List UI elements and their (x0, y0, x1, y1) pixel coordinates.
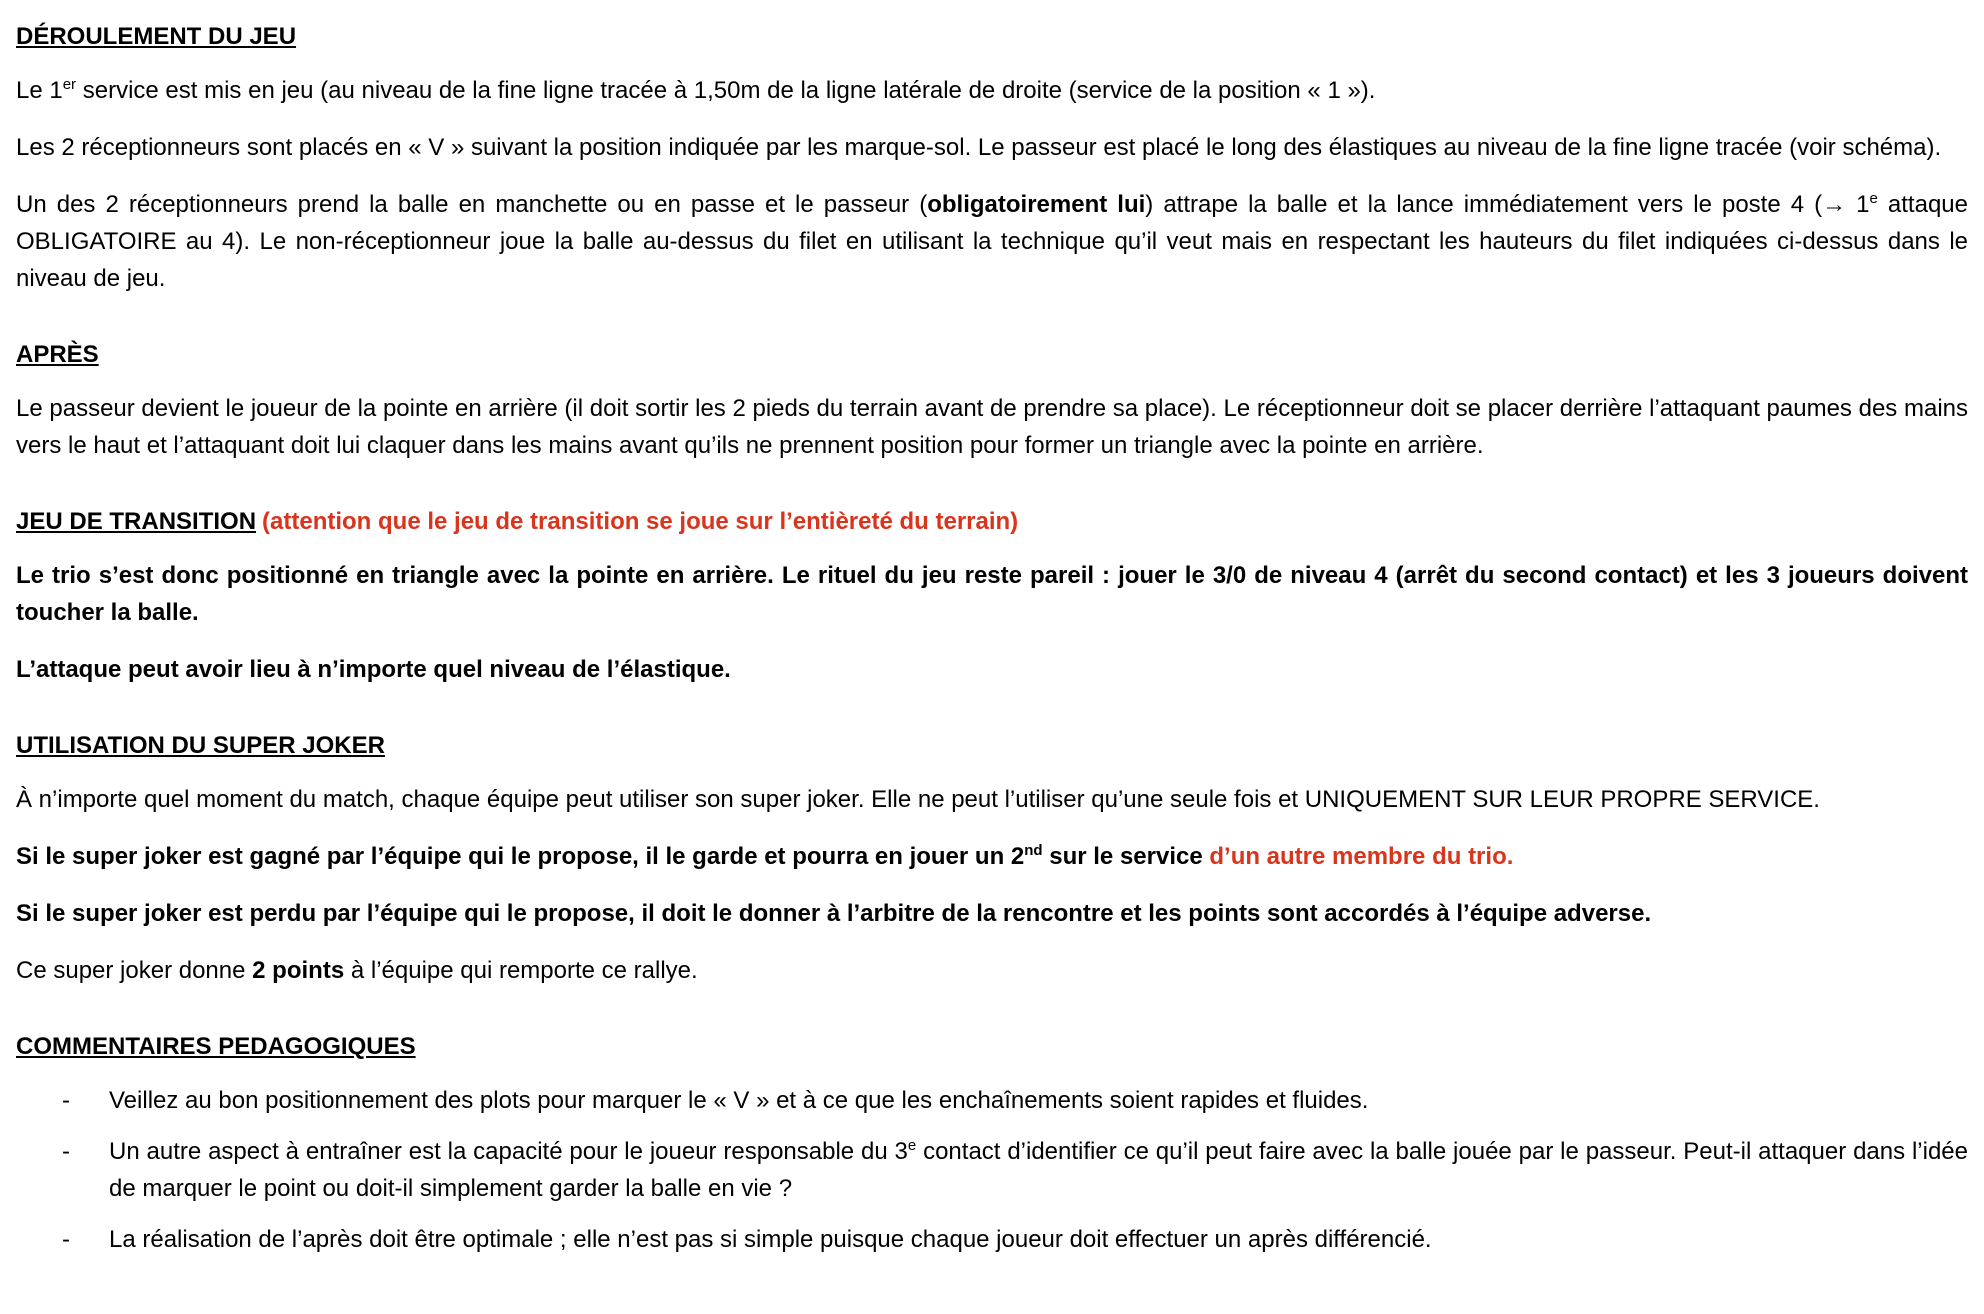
text-segment: Veillez au bon positionnement des plots pour marquer le « V » et à ce que les enchaînements soient rapides et fluides. (109, 1087, 1369, 1114)
heading-transition (16, 503, 1968, 540)
deroulement-paragraph-3 (16, 186, 1968, 297)
text-segment: Un autre aspect à entraîner est la capacité pour le joueur responsable du 3 (109, 1138, 908, 1165)
text-segment: sur le service (1042, 843, 1210, 870)
heading-apres: APRÈS (16, 341, 99, 368)
comments-list (16, 1082, 1968, 1258)
dash-bullet: - (62, 1138, 70, 1165)
text-segment: Si le super joker est gagné par l’équipe qui le propose, il le garde et pourra en jouer un 2 (16, 843, 1025, 870)
heading-commentaires: COMMENTAIRES PEDAGOGIQUES (16, 1033, 416, 1060)
text-segment: Ce super joker donne (16, 957, 253, 984)
superscript: e (1869, 190, 1878, 207)
text-segment: attaque OBLIGATOIRE au 4). Le non-réceptionneur joue la balle au-dessus du filet en utilisant la technique qu’il veut mais en respectant les hauteurs du filet indiquées ci-dessus dans le niveau de jeu. (16, 191, 1968, 292)
list-item (16, 1133, 1968, 1207)
superscript: nd (1024, 842, 1043, 859)
text-segment: service est mis en jeu (au niveau de la fine ligne tracée à 1,50m de la ligne latérale de droite (service de la position « 1 »). (76, 77, 1376, 104)
bold-text: 2 points (252, 957, 345, 984)
text-segment: Un des 2 réceptionneurs prend la balle en manchette ou en passe et le passeur ( (16, 191, 928, 218)
superscript: e (907, 1137, 917, 1154)
apres-paragraph-1: Le passeur devient le joueur de la pointe en arrière (il doit sortir les 2 pieds du terrain avant de prendre sa place). Le réceptionneur doit se placer derrière l’attaquant paumes des mains vers le haut et l’attaquant doit lui claquer dans les mains avant qu’ils ne prennent position pour former un triangle avec la pointe en arrière. (16, 395, 1968, 459)
heading-joker: UTILISATION DU SUPER JOKER (16, 732, 385, 759)
red-text: d’un autre membre du trio. (1209, 843, 1514, 870)
transition-paragraph-1: Le trio s’est donc positionné en triangle avec la pointe en arrière. Le rituel du jeu reste pareil : jouer le 3/0 de niveau 4 (arrêt du second contact) et les 3 joueurs doivent toucher la balle. (16, 562, 1968, 626)
deroulement-paragraph-2: Les 2 réceptionneurs sont placés en « V » suivant la position indiquée par les marque-sol. Le passeur est placé le long des élastiques au niveau de la fine ligne tracée (voir schéma). (16, 134, 1942, 161)
text-segment: à l’équipe qui remporte ce rallye. (344, 957, 698, 984)
transition-note: (attention que le jeu de transition se joue sur l’entièreté du terrain) (262, 508, 1019, 535)
joker-paragraph-3: Si le super joker est perdu par l’équipe qui le propose, il doit le donner à l’arbitre de la rencontre et les points sont accordés à l’équipe adverse. (16, 900, 1652, 927)
heading-deroulement: DÉROULEMENT DU JEU (16, 23, 297, 50)
list-item (16, 1082, 1968, 1119)
deroulement-paragraph-1 (16, 72, 1968, 109)
text-segment: Le 1 (16, 77, 63, 104)
bold-text: obligatoirement lui (927, 191, 1146, 218)
dash-bullet: - (62, 1087, 70, 1114)
list-item (16, 1221, 1968, 1258)
joker-paragraph-4 (16, 952, 1968, 989)
dash-bullet: - (62, 1226, 70, 1253)
text-segment: ) attrape la balle et la lance immédiatement vers le poste 4 (→ 1 (1145, 191, 1870, 218)
text-segment: La réalisation de l’après doit être optimale ; elle n’est pas si simple puisque chaque joueur doit effectuer un après différencié. (109, 1226, 1432, 1253)
heading-transition-label: JEU DE TRANSITION (16, 508, 257, 535)
joker-paragraph-1: À n’importe quel moment du match, chaque équipe peut utiliser son super joker. Elle ne peut l’utiliser qu’une seule fois et UNIQUEMENT SUR LEUR PROPRE SERVICE. (16, 786, 1820, 813)
superscript: er (62, 76, 77, 93)
joker-paragraph-2 (16, 838, 1968, 875)
transition-paragraph-2: L’attaque peut avoir lieu à n’importe quel niveau de l’élastique. (16, 656, 731, 683)
text-segment: contact d’identifier ce qu’il peut faire avec la balle jouée par le passeur. Peut-il attaquer dans l’idée de marquer le point ou doit-il simplement garder la balle en vie ? (109, 1138, 1969, 1202)
